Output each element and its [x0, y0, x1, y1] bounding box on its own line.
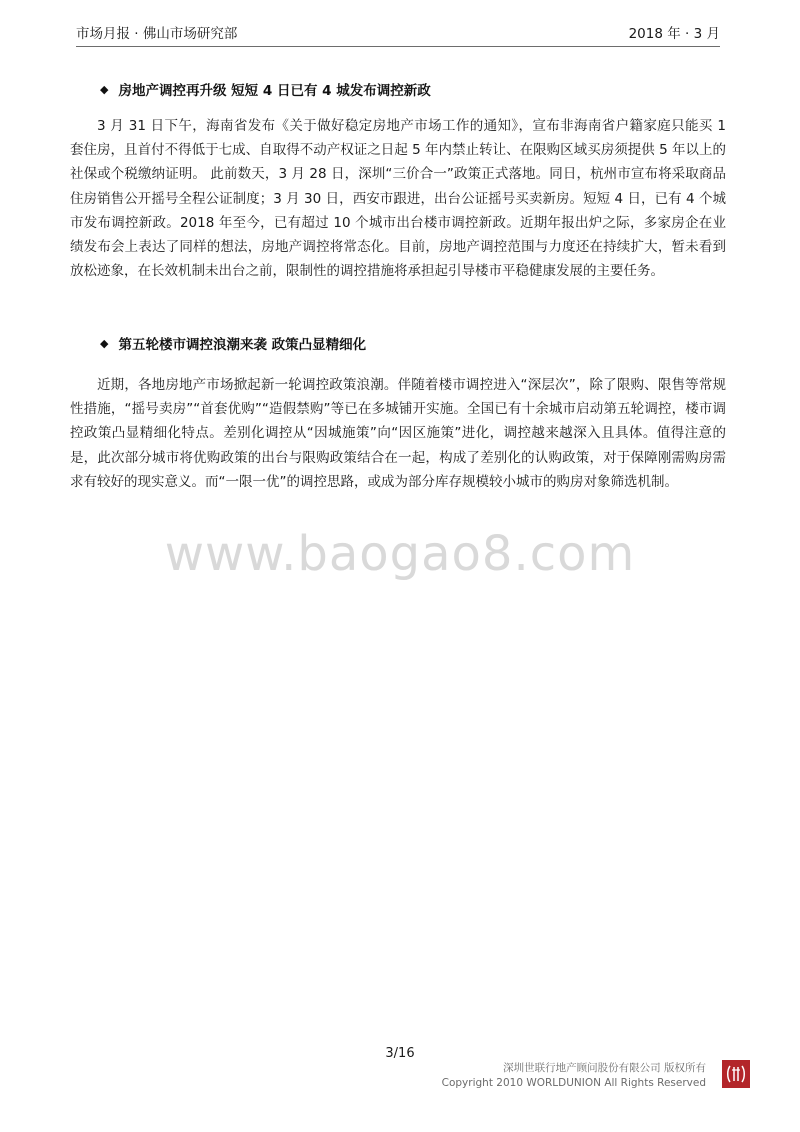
- diamond-bullet-icon: ◆: [100, 336, 109, 350]
- section-2-title: 第五轮楼市调控浪潮来袭 政策凸显精细化: [118, 337, 367, 353]
- section-1-heading: [100, 79, 720, 99]
- page-number: 3/16: [385, 1046, 415, 1061]
- header-report-title: 市场月报 · 佛山市场研究部: [76, 26, 238, 42]
- diamond-bullet-icon: ◆: [100, 82, 109, 96]
- section-1-paragraph: 3 月 31 日下午，海南省发布《关于做好稳定房地产市场工作的通知》，宣布非海南省户籍家庭只能买 1 套住房，且首付不得低于七成、自取得不动产权证之日起 5 年内禁止转让、在限购区域买房须提供 5 年以上的社保或个税缴纳证明。 此前数天，3 月 28 日，深圳“三价合一”政策正式落地。同日，杭州市宣布将采取商品住房销售公开摇号全程公证制度；3 月 30 日，西安市跟进，出台公证摇号买卖新房。短短 4 日，已有 4 个城市发布调控新政。2018 年至今，已有超过 10 个城市出台楼市调控新政。近期年报出炉之际，多家房企在业绩发布会上表达了同样的想法，房地产调控将常态化。目前，房地产调控范围与力度还在持续扩大，暂未看到放松迹象，在长效机制未出台之前，限制性的调控措施将承担起引导楼市平稳健康发展的主要任务。: [70, 118, 726, 280]
- footer-company: 深圳世联行地产顾问股份有限公司 版权所有: [503, 1062, 706, 1074]
- section-2-heading: [100, 333, 720, 353]
- footer-copyright-block: [442, 1061, 706, 1091]
- watermark: www.baogao8.com: [164, 526, 636, 582]
- worldunion-logo-icon: [722, 1060, 750, 1088]
- header-date: 2018 年 · 3 月: [628, 26, 720, 42]
- footer-copyright: Copyright 2010 WORLDUNION All Rights Reserved: [441, 1077, 706, 1089]
- section-2-paragraph: 近期，各地房地产市场掀起新一轮调控政策浪潮。伴随着楼市调控进入“深层次”，除了限购、限售等常规性措施，“摇号卖房”“首套优购”“造假禁购”等已在多城铺开实施。全国已有十余城市启动第五轮调控，楼市调控政策凸显精细化特点。差别化调控从“因城施策”向“因区施策”进化，调控越来越深入且具体。值得注意的是，此次部分城市将优购政策的出台与限购政策结合在一起，构成了差别化的认购政策，对于保障刚需购房需求有较好的现实意义。而“一限一优”的调控思路，或成为部分库存规模较小城市的购房对象筛选机制。: [70, 377, 726, 490]
- section-1-title: 房地产调控再升级 短短 4 日已有 4 城发布调控新政: [118, 83, 431, 99]
- page-header: [76, 18, 720, 47]
